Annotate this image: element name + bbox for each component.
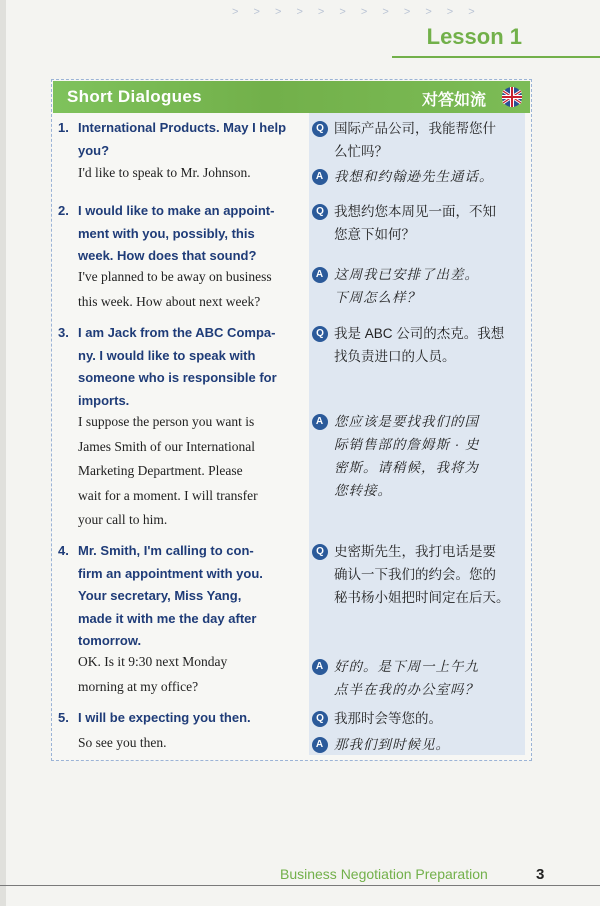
question-line — [58, 540, 298, 563]
header-arrow-decoration: > > > > > > > > > > > > — [232, 6, 481, 18]
answer-line: wait for a moment. I will transfer — [78, 487, 258, 503]
chinese-question — [312, 540, 527, 609]
question-line — [58, 117, 298, 140]
dialogue-number: 3. — [58, 325, 69, 340]
a-badge-icon: A — [312, 414, 328, 430]
chinese-question — [312, 322, 527, 368]
chinese-question-line: 史密斯先生，我打电话是要 — [334, 544, 496, 559]
dialogue-answer — [78, 265, 300, 314]
question-text: I am Jack from the ABC Compa- — [78, 325, 276, 340]
chinese-answer-line: 际销售部的詹姆斯 · 史 — [334, 437, 480, 452]
chinese-answer — [312, 733, 527, 756]
answer-line: I'd like to speak to Mr. Johnson. — [78, 165, 251, 180]
lesson-title: Lesson 1 — [426, 24, 522, 49]
chinese-question — [312, 707, 527, 730]
dialogue-question — [58, 707, 298, 730]
question-line — [58, 140, 298, 163]
question-line — [58, 390, 298, 413]
answer-line: morning at my office? — [78, 678, 199, 694]
question-line — [58, 563, 298, 586]
footer-rule — [0, 885, 600, 886]
chinese-answer-line: 密斯。请稍候，我将为 — [334, 460, 479, 475]
q-badge-icon: Q — [312, 711, 328, 727]
q-badge-icon: Q — [312, 204, 328, 220]
dialogue-question — [58, 117, 298, 162]
dialogue-number: 4. — [58, 543, 69, 558]
q-badge-icon: Q — [312, 544, 328, 560]
question-line — [58, 367, 298, 390]
dialogue-question — [58, 200, 298, 268]
question-text: tomorrow. — [78, 633, 142, 648]
chinese-question-line: 国际产品公司，我能帮您什 — [334, 121, 496, 136]
chinese-answer-line: 我想和约翰逊先生通话。 — [334, 169, 494, 184]
chinese-answer-line: 下周怎么样？ — [334, 290, 421, 305]
question-text: Your secretary, Miss Yang, — [78, 588, 242, 603]
answer-line: I've planned to be away on business — [78, 269, 272, 284]
chinese-answer-line: 点半在我的办公室吗？ — [334, 682, 479, 697]
section-title-cn: 对答如流 — [421, 92, 486, 109]
chinese-answer — [312, 655, 527, 701]
question-text: ny. I would like to speak with — [78, 347, 256, 363]
page-number: 3 — [536, 866, 545, 883]
question-text: you? — [78, 142, 110, 158]
question-text: firm an appointment with you. — [78, 565, 263, 581]
page-gutter — [0, 0, 6, 906]
chinese-answer — [312, 263, 527, 309]
question-text: someone who is responsible for — [78, 370, 277, 385]
answer-line: Marketing Department. Please — [78, 463, 243, 478]
question-line — [58, 585, 298, 608]
a-badge-icon: A — [312, 267, 328, 283]
chinese-answer-line: 您应该是要找我们的国 — [334, 414, 479, 429]
section-header — [53, 81, 530, 113]
dialogue-answer — [78, 161, 300, 186]
a-badge-icon: A — [312, 169, 328, 185]
dialogue-answer — [78, 410, 300, 533]
chinese-question — [312, 200, 527, 246]
answer-line: I suppose the person you want is — [78, 414, 255, 429]
dialogue-answer — [78, 731, 300, 756]
question-text: week. How does that sound? — [78, 248, 257, 263]
answer-line: OK. Is it 9:30 next Monday — [78, 654, 228, 669]
dialogue-number: 1. — [58, 120, 69, 135]
q-badge-icon: Q — [312, 121, 328, 137]
a-badge-icon: A — [312, 737, 328, 753]
chinese-answer-line: 这周我已安排了出差。 — [334, 267, 479, 282]
question-line — [58, 608, 298, 631]
chinese-question-line: 您意下如何？ — [334, 227, 415, 242]
footer-title: Business Negotiation Preparation — [280, 866, 488, 882]
chinese-question — [312, 117, 527, 163]
question-text: made it with me the day after — [78, 610, 257, 626]
dialogue-question — [58, 540, 298, 653]
lesson-underline — [392, 56, 600, 58]
chinese-answer — [312, 410, 527, 502]
chinese-question-line: 找负责进口的人员。 — [334, 349, 456, 364]
chinese-question-line: 我是 ABC 公司的杰克。我想 — [334, 326, 505, 341]
dialogue-answer — [78, 650, 300, 699]
dialogue-number: 2. — [58, 203, 69, 218]
chinese-question-line: 我那时会等您的。 — [334, 711, 442, 726]
question-line — [58, 345, 298, 368]
chinese-answer-line: 好的。是下周一上午九 — [334, 659, 479, 674]
flag-icon — [500, 86, 524, 108]
question-text: imports. — [78, 392, 130, 408]
question-line — [58, 707, 298, 730]
question-text: Mr. Smith, I'm calling to con- — [78, 543, 254, 558]
answer-line: your call to him. — [78, 512, 168, 527]
chinese-answer-line: 那我们到时候见。 — [334, 737, 450, 752]
section-title-en: Short Dialogues — [67, 87, 202, 106]
question-text: ment with you, possibly, this — [78, 225, 255, 241]
question-line — [58, 223, 298, 246]
question-line — [58, 200, 298, 223]
a-badge-icon: A — [312, 659, 328, 675]
question-text: I will be expecting you then. — [78, 710, 251, 725]
q-badge-icon: Q — [312, 326, 328, 342]
chinese-answer-line: 您转接。 — [334, 483, 392, 498]
answer-line: this week. How about next week? — [78, 293, 261, 309]
question-text: International Products. May I help — [78, 120, 287, 135]
chinese-question-line: 确认一下我们的约会。您的 — [334, 567, 496, 582]
question-text: I would like to make an appoint- — [78, 203, 275, 218]
answer-line: James Smith of our International — [78, 438, 255, 454]
answer-line: So see you then. — [78, 735, 167, 750]
chinese-answer — [312, 165, 527, 188]
dialogue-number: 5. — [58, 710, 69, 725]
chinese-question-line: 我想约您本周见一面，不知 — [334, 204, 496, 219]
question-line — [58, 322, 298, 345]
short-dialogues-box — [51, 79, 532, 761]
chinese-question-line: 么忙吗？ — [334, 144, 388, 159]
dialogue-question — [58, 322, 298, 412]
chinese-question-line: 秘书杨小姐把时间定在后天。 — [334, 590, 510, 605]
